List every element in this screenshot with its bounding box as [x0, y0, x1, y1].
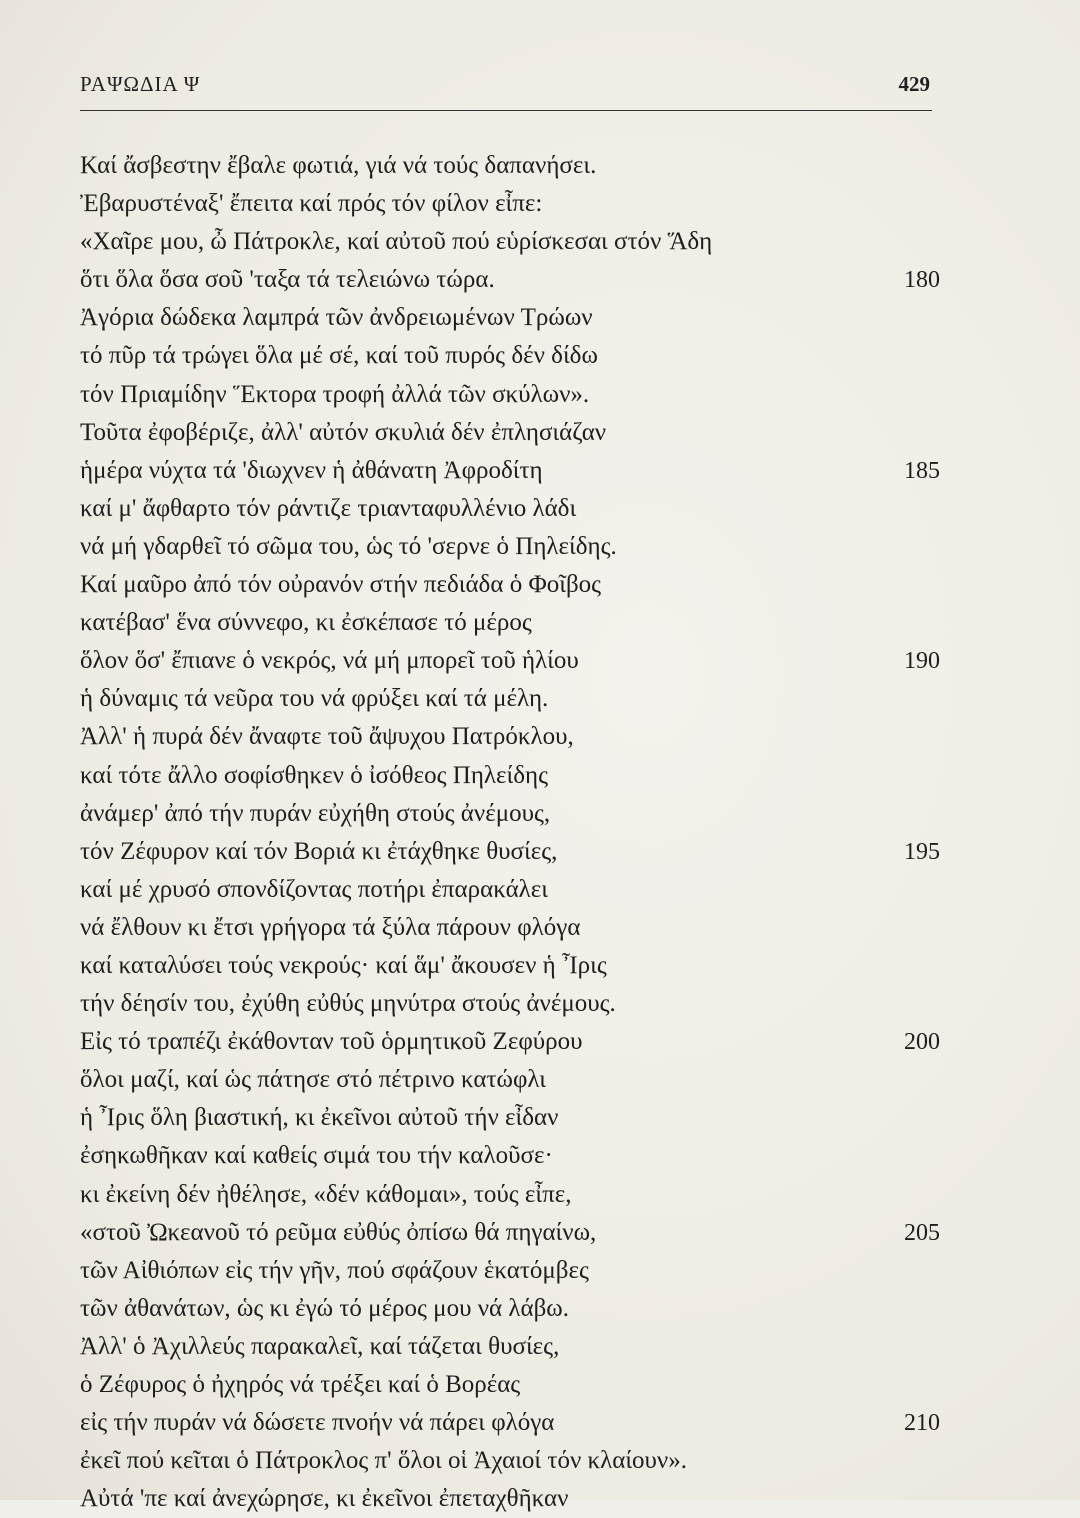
verse-line [80, 604, 940, 642]
verse-line [80, 680, 940, 718]
line-number: 205 [904, 1219, 940, 1246]
verse-text: τῶν ἀθανάτων, ὡς κι ἐγώ τό μέρος μου νά λάβω. [80, 1294, 570, 1322]
verse-text: τόν Πριαμίδην Ἕκτορα τροφή ἀλλά τῶν σκύλων». [80, 380, 590, 408]
verse-line [80, 1023, 940, 1061]
verse-line [80, 1290, 940, 1328]
line-number: 185 [904, 457, 940, 484]
verse-text: Καί ἄσβεστην ἔβαλε φωτιά, γιά νά τούς δαπανήσει. [80, 152, 597, 179]
verse-line [80, 1404, 940, 1442]
verse-line [80, 871, 940, 909]
verse-line [80, 795, 940, 833]
verse-text: ἀνάμερ' ἀπό τήν πυράν εὐχήθη στούς ἀνέμους, [80, 799, 551, 827]
verse-text: καί τότε ἄλλο σοφίσθηκεν ὁ ἰσόθεος Πηλείδης [80, 761, 548, 789]
page-header [80, 70, 932, 106]
verse-line [80, 1480, 940, 1518]
verse-line [80, 1099, 940, 1137]
verse-line [80, 718, 940, 756]
verse-text: ἡ δύναμις τά νεῦρα του νά φρύξει καί τά μέλη. [80, 685, 549, 713]
verse-text: εἰς τήν πυράν νά δώσετε πνοήν νά πάρει φλόγα [80, 1409, 555, 1437]
verse-text: καί μ' ἄφθαρτο τόν ράντιζε τριανταφυλλένιο λάδι [80, 494, 577, 522]
verse-text: Καί μαῦρο ἀπό τόν οὐρανόν στήν πεδιάδα ὁ Φοῖβος [80, 571, 602, 599]
verse-text: Ἀγόρια δώδεκα λαμπρά τῶν ἀνδρειωμένων Τρώων [80, 304, 593, 332]
verse-line [80, 147, 940, 185]
verse-line [80, 757, 940, 795]
verse-line [80, 1442, 940, 1480]
verse-text: κι ἐκείνη δέν ἠθέλησε, «δέν κάθομαι», τούς εἶπε, [80, 1180, 572, 1208]
verse-line [80, 261, 940, 299]
verse-text: κατέβασ' ἕνα σύννεφο, κι ἐσκέπασε τό μέρος [80, 609, 532, 637]
line-number: 190 [904, 648, 940, 675]
verse-line [80, 337, 940, 375]
verse-line [80, 642, 940, 680]
verse-line [80, 414, 940, 452]
line-number: 210 [904, 1410, 940, 1437]
verse-line [80, 452, 940, 490]
verse-text: ἡ Ἶρις ὅλη βιαστική, κι ἐκεῖνοι αὐτοῦ τήν εἶδαν [80, 1104, 559, 1132]
verse-text: «στοῦ Ὠκεανοῦ τό ρεῦμα εὐθύς ὀπίσω θά πηγαίνω, [80, 1218, 597, 1246]
verse-line [80, 947, 940, 985]
verse-line [80, 1328, 940, 1366]
verse-line [80, 985, 940, 1023]
verse-line [80, 490, 940, 528]
verse-text: νά ἔλθουν κι ἔτσι γρήγορα τά ξύλα πάρουν φλόγα [80, 913, 581, 941]
verse-line [80, 1137, 940, 1175]
verse-text: νά μή γδαρθεῖ τό σῶμα του, ὡς τό 'σερνε ὁ Πηλείδης. [80, 532, 617, 560]
running-head: ΡΑΨΩΔΙΑ Ψ [80, 72, 201, 96]
verse-text: καί καταλύσει τούς νεκρούς· καί ἅμ' ἄκουσεν ἡ Ἶρις [80, 951, 607, 979]
verse-block [80, 147, 940, 1518]
verse-line [80, 1061, 940, 1099]
verse-line [80, 185, 940, 223]
verse-text: ὅλοι μαζί, καί ὡς πάτησε στό πέτρινο κατώφλι [80, 1066, 546, 1094]
verse-text: Ἀλλ' ἡ πυρά δέν ἄναφτε τοῦ ἄψυχου Πατρόκλου, [80, 723, 574, 751]
verse-text: Εἰς τό τραπέζι ἐκάθονταν τοῦ ὁρμητικοῦ Ζεφύρου [80, 1028, 583, 1056]
verse-line [80, 528, 940, 566]
verse-line [80, 1366, 940, 1404]
verse-text: τῶν Αἰθιόπων εἰς τήν γῆν, πού σφάζουν ἑκατόμβες [80, 1256, 589, 1284]
verse-text: ἡμέρα νύχτα τά 'διωχνεν ἡ ἀθάνατη Ἀφροδίτη [80, 456, 543, 484]
verse-line [80, 1176, 940, 1214]
verse-line [80, 1214, 940, 1252]
verse-text: τήν δέησίν του, ἐχύθη εὐθύς μηνύτρα στούς ἀνέμους. [80, 990, 616, 1018]
verse-line [80, 909, 940, 947]
verse-line [80, 299, 940, 337]
verse-line [80, 1252, 940, 1290]
page-number: 429 [898, 72, 930, 96]
verse-text: καί μέ χρυσό σπονδίζοντας ποτήρι ἐπαρακάλει [80, 875, 549, 903]
verse-text: ὅλον ὅσ' ἔπιανε ὁ νεκρός, νά μή μπορεῖ τοῦ ἡλίου [80, 647, 579, 675]
verse-text: Ἐβαρυστέναξ' ἔπειτα καί πρός τόν φίλον εἶπε: [80, 190, 543, 218]
verse-text: ἐσηκωθῆκαν καί καθείς σιμά του τήν καλοῦσε· [80, 1142, 553, 1170]
line-number: 180 [904, 267, 940, 294]
verse-line [80, 833, 940, 871]
verse-text: «Χαῖρε μου, ὦ Πάτροκλε, καί αὐτοῦ πού εὑρίσκεσαι στόν Ἅδη [80, 228, 713, 256]
line-number: 195 [904, 838, 940, 865]
verse-line [80, 376, 940, 414]
verse-text: Ἀλλ' ὁ Ἀχιλλεύς παρακαλεῖ, καί τάζεται θυσίες, [80, 1332, 560, 1360]
verse-text: τόν Ζέφυρον καί τόν Βοριά κι ἐτάχθηκε θυσίες, [80, 837, 558, 865]
verse-text: τό πῦρ τά τρώγει ὅλα μέ σέ, καί τοῦ πυρός δέν δίδω [80, 342, 598, 370]
verse-text: Τοῦτα ἐφοβέριζε, ἀλλ' αὐτόν σκυλιά δέν ἐπλησιάζαν [80, 418, 607, 446]
line-number: 200 [904, 1029, 940, 1056]
verse-line [80, 223, 940, 261]
verse-text: ὁ Ζέφυρος ὁ ἠχηρός νά τρέξει καί ὁ Βορέας [80, 1371, 521, 1398]
verse-text: ἐκεῖ πού κεῖται ὁ Πάτροκλος π' ὅλοι οἱ Ἀχαιοί τόν κλαίουν». [80, 1447, 687, 1475]
verse-line [80, 566, 940, 604]
verse-text: ὅτι ὅλα ὅσα σοῦ 'ταξα τά τελειώνω τώρα. [80, 266, 495, 294]
verse-text: Αὐτά 'πε καί ἀνεχώρησε, κι ἐκεῖνοι ἐπεταχθῆκαν [80, 1485, 569, 1513]
header-rule [80, 110, 932, 111]
